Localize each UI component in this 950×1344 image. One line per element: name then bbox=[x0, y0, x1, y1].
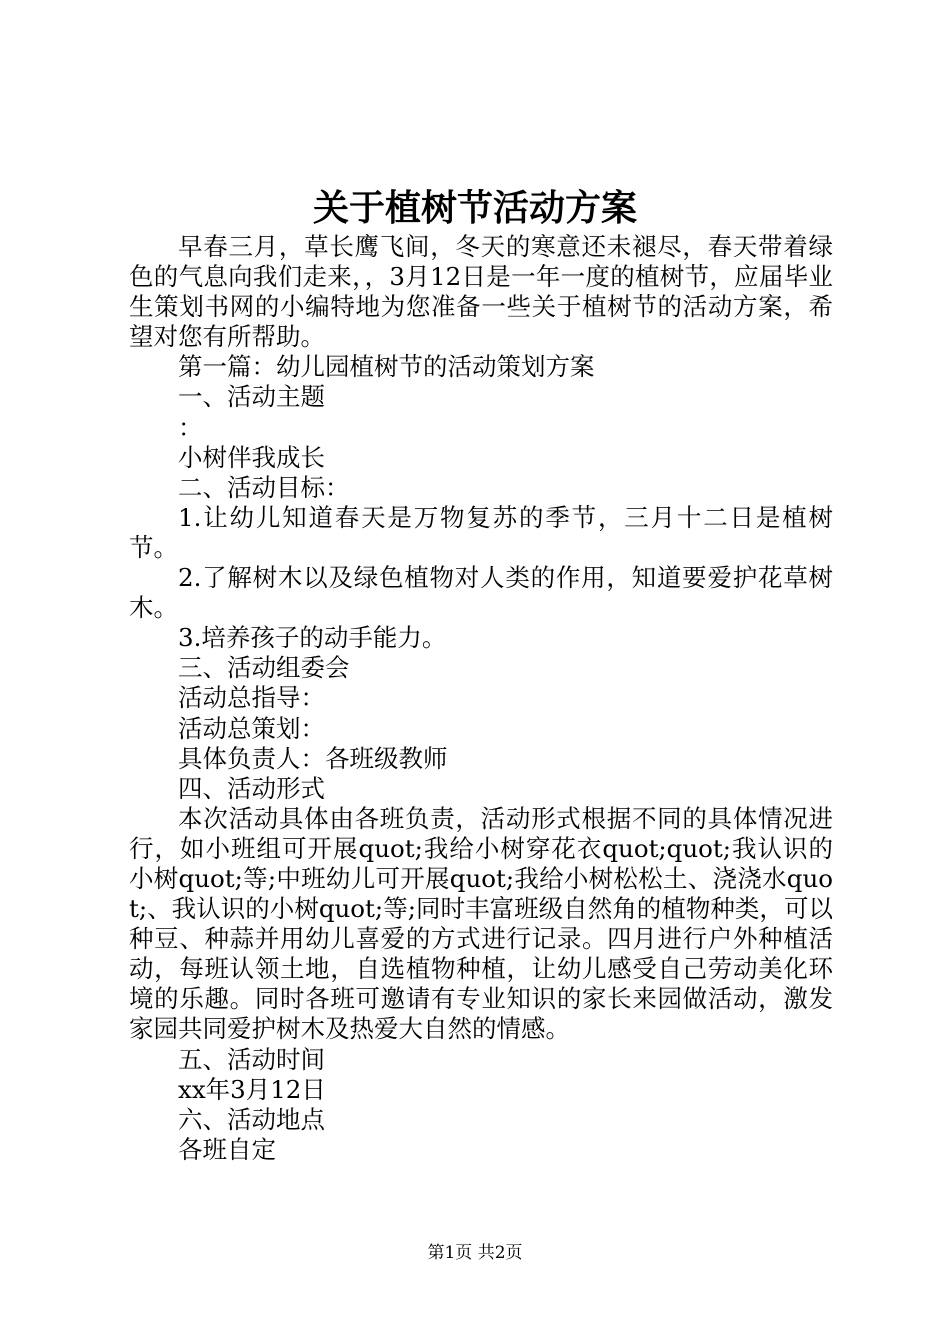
paragraph-goal-3: 3.培养孩子的动手能力。 bbox=[178, 623, 447, 653]
paragraph-part-one-heading: 第一篇：幼儿园植树节的活动策划方案 bbox=[178, 352, 595, 382]
paragraph-section-theme: 一、活动主题 bbox=[178, 382, 325, 412]
paragraph-format-details: 本次活动具体由各班负责，活动形式根据不同的具体情况进行，如小班组可开展quot;我给小树穿花衣quot;quot;我认识的小树quot;等;中班幼儿可开展quot;我给小树松松土、浇浇水quot;、我认识的小树quot;等;同时丰富班级自然角的植物种类，可以种豆、种蒜并用幼儿喜爱的方式进行记录。四月进行户外种植活动，每班认领土地，自选植物种植，让幼儿感受自己劳动美化环境的乐趣。同时各班可邀请有专业知识的家长来园做活动，激发家园共同爱护树木及热爱大自然的情感。 bbox=[129, 803, 833, 1044]
paragraph-section-time: 五、活动时间 bbox=[178, 1044, 325, 1074]
document-body bbox=[129, 232, 833, 1165]
paragraph-section-location: 六、活动地点 bbox=[178, 1104, 325, 1134]
paragraph-theme-value: 小树伴我成长 bbox=[178, 442, 325, 472]
paragraph-goal-1: 1.让幼儿知道春天是万物复苏的季节，三月十二日是植树节。 bbox=[129, 502, 833, 562]
page-footer: 第1页 共2页 bbox=[427, 1243, 523, 1263]
paragraph-chief-planner: 活动总策划： bbox=[178, 713, 325, 743]
document-title: 关于植树节活动方案 bbox=[312, 187, 637, 229]
paragraph-location-value: 各班自定 bbox=[178, 1134, 276, 1164]
paragraph-time-value: xx年3月12日 bbox=[178, 1074, 326, 1104]
paragraph-colon: ： bbox=[178, 412, 203, 442]
paragraph-person-in-charge: 具体负责人：各班级教师 bbox=[178, 743, 448, 773]
paragraph-section-goals: 二、活动目标： bbox=[178, 472, 350, 502]
paragraph-intro: 早春三月，草长鹰飞间，冬天的寒意还未褪尽，春天带着绿色的气息向我们走来，，3月12日是一年一度的植树节，应届毕业生策划书网的小编特地为您准备一些关于植树节的活动方案，希望对您有所帮助。 bbox=[129, 232, 833, 352]
paragraph-goal-2: 2.了解树木以及绿色植物对人类的作用，知道要爱护花草树木。 bbox=[129, 563, 833, 623]
paragraph-section-format: 四、活动形式 bbox=[178, 773, 325, 803]
paragraph-section-committee: 三、活动组委会 bbox=[178, 653, 350, 683]
paragraph-chief-guide: 活动总指导： bbox=[178, 683, 325, 713]
